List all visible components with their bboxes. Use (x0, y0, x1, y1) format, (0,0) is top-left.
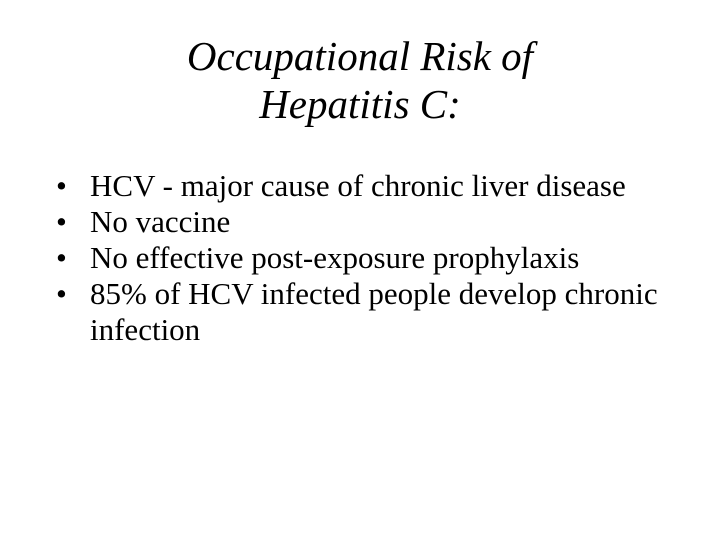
slide-title-line-2: Hepatitis C: (259, 81, 461, 127)
bullet-item (56, 168, 706, 204)
bullet-text: No vaccine (90, 204, 231, 239)
bullet-icon: • (56, 240, 67, 275)
bullet-text: No effective post-exposure prophylaxis (90, 240, 580, 275)
bullet-item (56, 240, 706, 276)
bullet-text: HCV - major cause of chronic liver disease (90, 168, 626, 203)
bullet-text: 85% of HCV infected people develop chronic infection (90, 276, 658, 347)
slide-title (0, 32, 720, 128)
bullet-icon: • (56, 168, 67, 203)
bullet-item (56, 276, 706, 348)
bullet-list (56, 168, 706, 348)
bullet-item (56, 204, 706, 240)
bullet-icon: • (56, 204, 67, 239)
slide-title-line-1: Occupational Risk of (186, 33, 534, 79)
bullet-icon: • (56, 276, 67, 311)
